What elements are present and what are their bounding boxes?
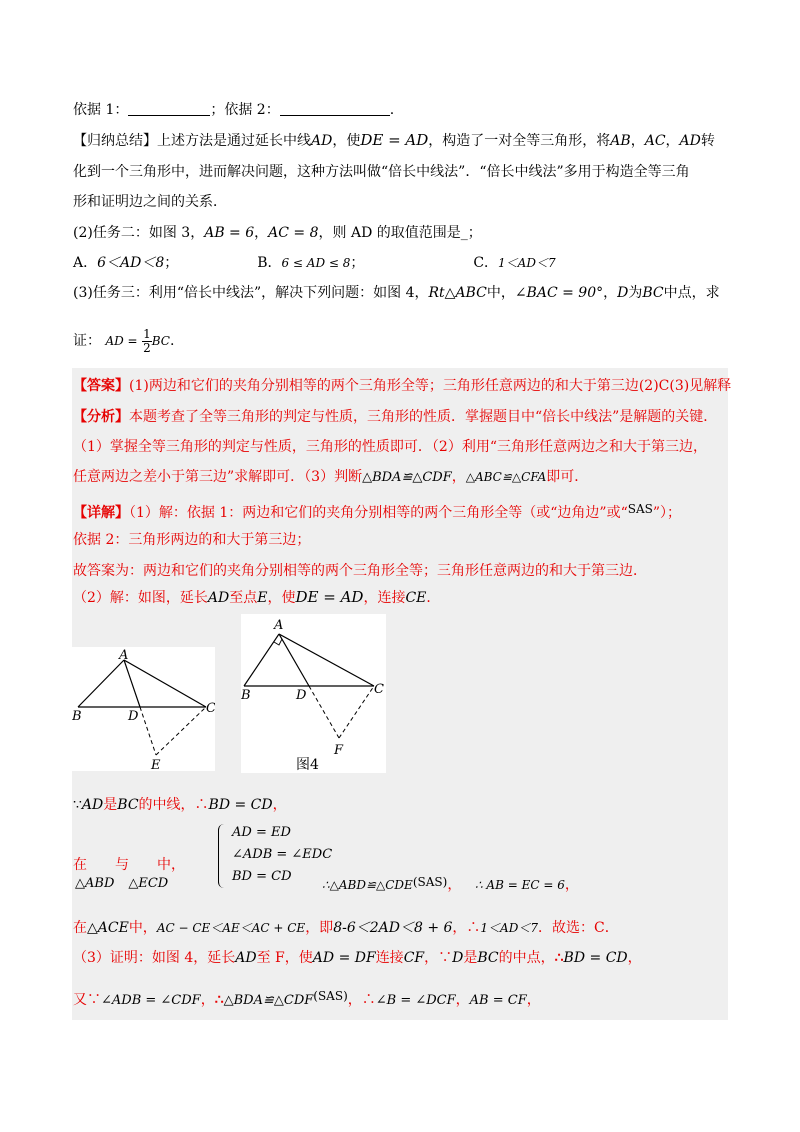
- proof2-triangles: △ABD △ECD: [75, 876, 169, 891]
- answer-line: 【答案】(1)两边和它们的夹角分别相等的两个三角形全等；三角形任意两边的和大于第三边(2)C(3)见解释: [73, 378, 732, 394]
- detail-line-3: 故答案为：两边和它们的夹角分别相等的两个三角形全等；三角形任意两边的和大于第三边．: [73, 563, 647, 579]
- fig4-label-c: C: [374, 682, 384, 697]
- analysis-line-2: （1）掌握全等三角形的判定与性质，三角形的性质即可．（2）利用“三角形任意两边之和大于第三边，: [73, 439, 707, 455]
- fig4-label-f: F: [334, 743, 344, 758]
- fig4-label-d: D: [296, 688, 307, 703]
- proof2-in: 在 与 中，: [73, 857, 185, 873]
- proof3-line-2: 又∵∠ADB = ∠CDF，∴△BDA≌△CDF(SAS)，∴∠B = ∠DCF，AB = CF，: [73, 989, 541, 1008]
- proof3-line-1: （3）证明：如图 4，延长AD至 F，使AD = DF连接CF，∵D是BC的中点，∴BD = CD，: [73, 950, 642, 966]
- fig4-label-a: A: [274, 618, 284, 633]
- task2-line: (2)任务二：如图 3，AB = 6，AC = 8，则 AD 的取值范围是_；: [73, 225, 482, 241]
- task2-options: [73, 253, 733, 273]
- fig3-label-e: E: [151, 758, 161, 771]
- fig3-label-b: B: [72, 709, 82, 724]
- proof2-line-1: ∵AD是BC的中线，∴BD = CD，: [73, 797, 287, 813]
- option-b[interactable]: B．6 ≤ AD ≤ 8；: [257, 255, 365, 271]
- basis2-label: ；依据 2：: [210, 102, 280, 118]
- fig3-label-d: D: [128, 709, 139, 724]
- basis1-label: 依据 1：: [73, 102, 129, 118]
- detail-line-1: 【详解】（1）解：依据 1：两边和它们的夹角分别相等的两个三角形全等（或“边角边”或“SAS”）；: [73, 502, 682, 521]
- summary-line-1: 【归纳总结】上述方法是通过延长中线AD，使DE = AD，构造了一对全等三角形，将AB，AC，AD转: [73, 131, 715, 149]
- detail-line-4: （2）解：如图，延长AD至点E，使DE = AD，连接CE．: [73, 588, 441, 606]
- congruence-system: AD = ED ∠ADB = ∠EDC BD = CD: [218, 822, 328, 892]
- answer-tag: 【答案】: [73, 378, 129, 394]
- summary-line-2: 化到一个三角形中，进而解决问题，这种方法叫做“倍长中线法”．“倍长中线法”多用于构造全等三角: [73, 164, 690, 180]
- task3-line-2: 证： AD = $\frac{1}{2}$ BC.: [73, 326, 175, 355]
- figure-4-drawing: [241, 614, 386, 773]
- detail-tag: 【详解】: [73, 505, 129, 521]
- fig4-caption: 图4: [296, 757, 319, 773]
- fraction-one-half: $\frac{1}{2}$: [143, 326, 151, 355]
- analysis-line-3: 任意两边之差小于第三边”求解即可．（3）判断△BDA≌△CDF，△ABC≌△CFA即可．: [73, 469, 589, 485]
- figure-4: [241, 614, 386, 773]
- fig3-label-c: C: [206, 701, 215, 716]
- figure-3: [72, 647, 215, 771]
- analysis-tag: 【分析】: [73, 409, 129, 425]
- summary-line-3: 形和证明边之间的关系．: [73, 194, 227, 210]
- basis2-blank[interactable]: [280, 101, 390, 116]
- proof2-conclusion: ∴△ABD≌△CDE(SAS)， ∴ AB = EC = 6，: [322, 875, 579, 893]
- figure-3-drawing: [72, 647, 215, 771]
- summary-tag: 【归纳总结】: [73, 133, 157, 149]
- option-c[interactable]: C．1＜AD＜7: [473, 255, 556, 271]
- fig3-label-a: A: [119, 648, 129, 663]
- task3-line-1: (3)任务三：利用“倍长中线法”，解决下列问题：如图 4，Rt△ABC中，∠BAC = 90°，D为BC中点，求: [73, 285, 720, 301]
- fig4-label-b: B: [241, 688, 251, 703]
- basis1-blank[interactable]: [128, 101, 210, 116]
- basis-line: 依据 1： ；依据 2： .: [73, 102, 395, 118]
- proof2-line-3: 在△ACE中，AC − CE＜AE＜AC + CE，即8-6＜2AD＜8 + 6，∴1＜AD＜7．故选：C．: [73, 920, 619, 936]
- option-a[interactable]: A．6＜AD＜8；: [73, 255, 179, 271]
- analysis-line-1: 【分析】本题考查了全等三角形的判定与性质，三角形的性质．掌握题目中“倍长中线法”是解题的关键．: [73, 409, 718, 425]
- detail-line-2: 依据 2：三角形两边的和大于第三边；: [73, 532, 311, 548]
